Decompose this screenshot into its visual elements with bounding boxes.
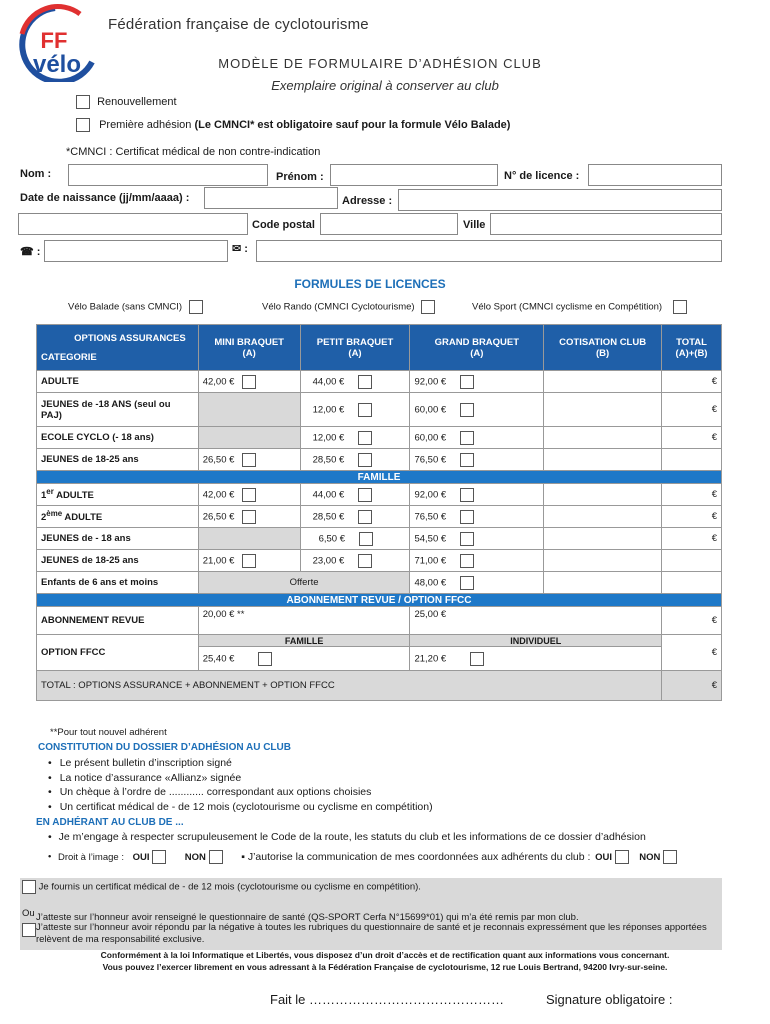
code-postal-field[interactable] bbox=[320, 213, 458, 235]
atteste1-text: J’atteste sur l’honneur avoir renseigné le questionnaire de santé (QS-SPORT Cerfa N°15699*01) qui m’a été remis par mon club. bbox=[36, 912, 579, 923]
adherent-title: EN ADHÉRANT AU CLUB DE ... bbox=[36, 817, 184, 828]
ville-label: Ville bbox=[463, 219, 486, 231]
table-row: JEUNES de -18 ANS (seul ou PAJ) 12,00 € 60,00 € € bbox=[37, 393, 722, 427]
autorise-non-checkbox[interactable] bbox=[663, 850, 677, 864]
list-item: • Un chèque à l’ordre de ............ correspondant aux options choisies bbox=[48, 785, 433, 800]
list-item: • Le présent bulletin d’inscription signé bbox=[48, 756, 433, 771]
premiere-adhesion-checkbox[interactable] bbox=[76, 118, 90, 132]
table-row: 25,40 € 21,20 € bbox=[37, 647, 722, 671]
jeunes1825-petit-checkbox[interactable] bbox=[358, 453, 372, 467]
header-grand: GRAND BRAQUET (A) bbox=[410, 325, 544, 371]
cotisation-cell[interactable] bbox=[544, 572, 662, 594]
enfants-grand-checkbox[interactable] bbox=[460, 576, 474, 590]
atteste-checkbox[interactable] bbox=[22, 923, 36, 937]
phone-field[interactable] bbox=[44, 240, 228, 262]
nom-field[interactable] bbox=[68, 164, 268, 186]
adulte2-petit-checkbox[interactable] bbox=[358, 510, 372, 524]
fjeunes1825-petit-checkbox[interactable] bbox=[358, 554, 372, 568]
certificat-text: Je fournis un certificat médical de - de 12 mois (cyclotourisme ou cyclisme en compétition). bbox=[38, 881, 421, 893]
jeunes18-grand-checkbox[interactable] bbox=[460, 403, 474, 417]
fjeunes1825-grand-checkbox[interactable] bbox=[460, 554, 474, 568]
phone-icon: ☎ bbox=[20, 246, 34, 258]
adulte1-mini-checkbox[interactable] bbox=[242, 488, 256, 502]
autorise-text: J’autorise la communication de mes coordonnées aux adhérents du club : bbox=[247, 850, 591, 863]
mail-field[interactable] bbox=[256, 240, 722, 262]
droit-image-non-checkbox[interactable] bbox=[209, 850, 223, 864]
adulte-grand-checkbox[interactable] bbox=[460, 375, 474, 389]
ecole-petit-checkbox[interactable] bbox=[358, 431, 372, 445]
fjeunes18-petit-checkbox[interactable] bbox=[359, 532, 373, 546]
droit-image-label: Droit à l’image : bbox=[57, 851, 124, 863]
velo-rando-label: Vélo Rando (CMNCI Cyclotourisme) bbox=[262, 301, 415, 313]
jeunes18-petit-checkbox[interactable] bbox=[358, 403, 372, 417]
table-row: Enfants de 6 ans et moins Offerte 48,00 € bbox=[37, 572, 722, 594]
nouvel-adherent-note: **Pour tout nouvel adhérent bbox=[50, 727, 167, 738]
table-row: JEUNES de 18-25 ans 21,00 € 23,00 € 71,00 € bbox=[37, 550, 722, 572]
renouvellement-checkbox[interactable] bbox=[76, 95, 90, 109]
cotisation-cell[interactable] bbox=[544, 506, 662, 528]
cotisation-cell[interactable] bbox=[544, 371, 662, 393]
table-row: ADULTE 42,00 € 44,00 € 92,00 € € bbox=[37, 371, 722, 393]
phone-label: : bbox=[36, 246, 41, 258]
velo-balade-label: Vélo Balade (sans CMNCI) bbox=[68, 301, 183, 313]
loi-line2: Vous pouvez l’exercer librement en vous adressant à la Fédération Française de cyclotourisme, 12 rue Louis Bertrand, 94200 Ivry-sur-seine. bbox=[102, 962, 668, 972]
premiere-adhesion-note: (Le CMNCI* est obligatoire sauf pour la formule Vélo Balade) bbox=[194, 118, 511, 131]
famille-band: FAMILLE bbox=[37, 471, 722, 484]
adulte2-grand-checkbox[interactable] bbox=[460, 510, 474, 524]
licences-table bbox=[36, 324, 722, 701]
dossier-title: CONSTITUTION DU DOSSIER D’ADHÉSION AU CLUB bbox=[38, 742, 291, 753]
table-row: 2ème ADULTE 26,50 € 28,50 € 76,50 € € bbox=[37, 506, 722, 528]
velo-rando-checkbox[interactable] bbox=[421, 300, 435, 314]
table-row: TOTAL : OPTIONS ASSURANCE + ABONNEMENT + OPTION FFCC € bbox=[37, 671, 722, 701]
adresse-label: Adresse : bbox=[342, 195, 393, 207]
code-postal-label: Code postal bbox=[252, 219, 315, 231]
cotisation-cell[interactable] bbox=[544, 449, 662, 471]
fjeunes1825-mini-checkbox[interactable] bbox=[242, 554, 256, 568]
licence-label: N° de licence : bbox=[504, 170, 580, 182]
cotisation-cell[interactable] bbox=[544, 528, 662, 550]
formules-title: FORMULES DE LICENCES bbox=[294, 277, 446, 291]
header-categorie: CATEGORIE bbox=[41, 351, 97, 363]
premiere-adhesion-label: Première adhésion bbox=[99, 118, 192, 131]
list-item: • La notice d’assurance «Allianz» signée bbox=[48, 771, 433, 786]
licence-field[interactable] bbox=[588, 164, 722, 186]
naissance-label: Date de naissance (jj/mm/aaaa) : bbox=[20, 192, 190, 204]
logo-ff-text: FF bbox=[40, 28, 68, 53]
ville-field[interactable] bbox=[490, 213, 722, 235]
jeunes1825-grand-checkbox[interactable] bbox=[460, 453, 474, 467]
header-cotisation: COTISATION CLUB (B) bbox=[544, 325, 662, 371]
table-row: OPTION FFCC FAMILLE INDIVIDUEL € bbox=[37, 635, 722, 647]
table-row: JEUNES de - 18 ans 6,50 € 54,50 € € bbox=[37, 528, 722, 550]
certificat-checkbox[interactable] bbox=[22, 880, 36, 894]
header-petit: PETIT BRAQUET (A) bbox=[300, 325, 410, 371]
list-item: • Un certificat médical de - de 12 mois (cyclotourisme ou cyclisme en compétition) bbox=[48, 800, 433, 815]
cmnci-note: *CMNCI : Certificat médical de non contre-indication bbox=[66, 146, 321, 158]
mail-label: : bbox=[244, 243, 248, 255]
adulte1-grand-checkbox[interactable] bbox=[460, 488, 474, 502]
adresse-line2-field[interactable] bbox=[18, 213, 248, 235]
header-mini: MINI BRAQUET (A) bbox=[198, 325, 300, 371]
adulte1-petit-checkbox[interactable] bbox=[358, 488, 372, 502]
header-total: TOTAL (A)+(B) bbox=[662, 325, 722, 371]
adulte-petit-checkbox[interactable] bbox=[358, 375, 372, 389]
jeunes1825-mini-checkbox[interactable] bbox=[242, 453, 256, 467]
ou-label: Ou bbox=[22, 908, 35, 919]
adresse-field[interactable] bbox=[398, 189, 722, 211]
page-subtitle: Exemplaire original à conserver au club bbox=[271, 78, 499, 93]
ecole-grand-checkbox[interactable] bbox=[460, 431, 474, 445]
droit-image-oui-checkbox[interactable] bbox=[152, 850, 166, 864]
table-row: ECOLE CYCLO (- 18 ans) 12,00 € 60,00 € € bbox=[37, 427, 722, 449]
naissance-field[interactable] bbox=[204, 187, 338, 209]
cotisation-cell[interactable] bbox=[544, 427, 662, 449]
table-row: JEUNES de 18-25 ans 26,50 € 28,50 € 76,50 € bbox=[37, 449, 722, 471]
loi-line1: Conformément à la loi Informatique et Libertés, vous disposez d’un droit d’accès et de rectification quant aux informations vous concernant. bbox=[100, 950, 670, 960]
header-options: OPTIONS ASSURANCES bbox=[74, 332, 186, 344]
signature-label: Signature obligatoire : bbox=[546, 992, 673, 1007]
prenom-label: Prénom : bbox=[276, 171, 324, 183]
autorise-oui-checkbox[interactable] bbox=[615, 850, 629, 864]
table-row: 1er ADULTE 42,00 € 44,00 € 92,00 € € bbox=[37, 484, 722, 506]
ffcc-famille-checkbox[interactable] bbox=[258, 652, 272, 666]
header-options-categorie bbox=[37, 325, 199, 371]
cotisation-cell[interactable] bbox=[544, 550, 662, 572]
cotisation-cell[interactable] bbox=[544, 393, 662, 427]
renouvellement-label: Renouvellement bbox=[97, 95, 177, 108]
adulte2-mini-checkbox[interactable] bbox=[242, 510, 256, 524]
ffcc-individuel-checkbox[interactable] bbox=[470, 652, 484, 666]
velo-sport-label: Vélo Sport (CMNCI cyclisme en Compétition) bbox=[472, 301, 663, 313]
velo-balade-checkbox[interactable] bbox=[189, 300, 203, 314]
cotisation-cell[interactable] bbox=[544, 484, 662, 506]
prenom-field[interactable] bbox=[330, 164, 498, 186]
federation-name: Fédération française de cyclotourisme bbox=[108, 16, 369, 33]
engage-text: Je m’engage à respecter scrupuleusement le Code de la route, les statuts du club et les informations de ce dossier d’adhésion bbox=[58, 831, 646, 843]
dossier-list bbox=[48, 756, 433, 814]
table-row: ABONNEMENT REVUE 20,00 € ** 25,00 € € bbox=[37, 607, 722, 635]
adulte-mini-checkbox[interactable] bbox=[242, 375, 256, 389]
page-title: MODÈLE DE FORMULAIRE D’ADHÉSION CLUB bbox=[218, 56, 542, 71]
fait-le[interactable]: Fait le ……………………………………… bbox=[270, 992, 505, 1007]
fjeunes18-grand-checkbox[interactable] bbox=[460, 532, 474, 546]
atteste2-text: J’atteste sur l’honneur avoir répondu par la négative à toutes les rubriques du questionnaire de santé et je reconnais expressément que les réponses apportées relèvent de ma responsabilité exclusive. bbox=[36, 922, 707, 945]
logo-velo-text: vélo bbox=[32, 51, 82, 78]
mail-icon: ✉ bbox=[232, 243, 242, 255]
abonnement-band: ABONNEMENT REVUE / OPTION FFCC bbox=[37, 594, 722, 607]
nom-label: Nom : bbox=[20, 168, 52, 180]
velo-sport-checkbox[interactable] bbox=[673, 300, 687, 314]
